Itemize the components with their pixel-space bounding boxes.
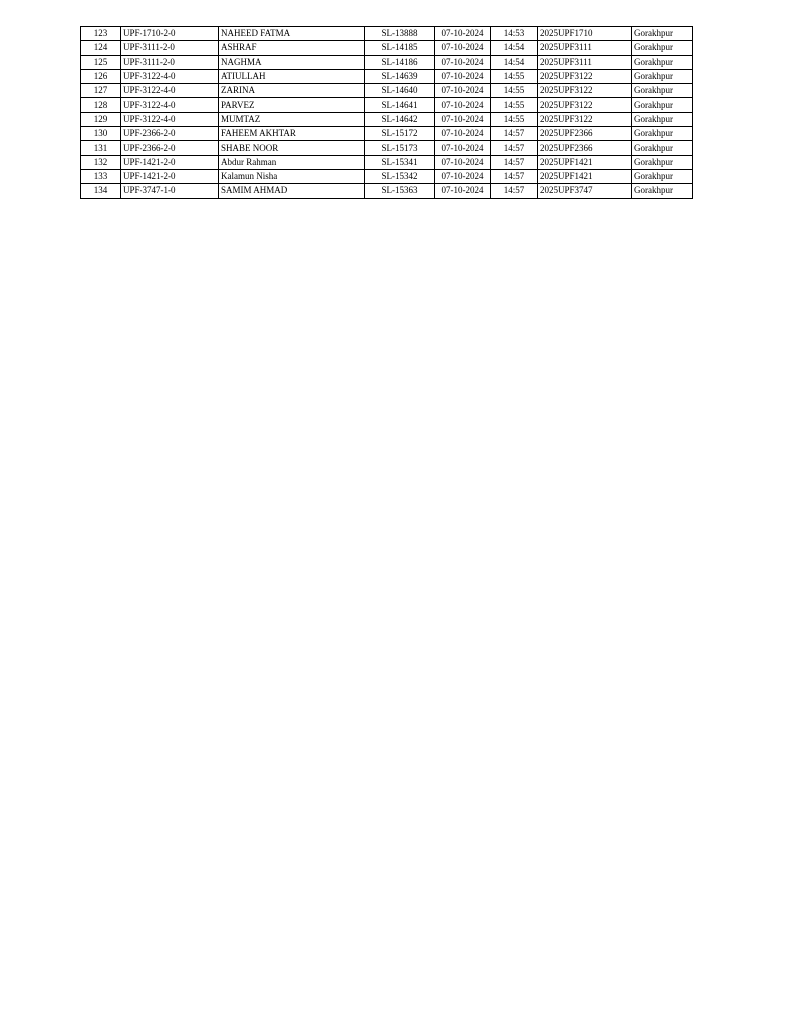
name-cell: ZARINA (219, 84, 365, 98)
reference-number-cell: 2025UPF3111 (538, 55, 632, 69)
sl-number-cell: SL-15363 (365, 184, 435, 198)
name-cell: PARVEZ (219, 98, 365, 112)
name-cell: SAMIM AHMAD (219, 184, 365, 198)
district-cell: Gorakhpur (632, 27, 693, 41)
district-cell: Gorakhpur (632, 69, 693, 83)
application-number-cell: UPF-1421-2-0 (121, 169, 219, 183)
time-cell: 14:55 (491, 98, 538, 112)
application-number-cell: UPF-3111-2-0 (121, 55, 219, 69)
table-row (81, 98, 693, 112)
name-cell: Kalamun Nisha (219, 169, 365, 183)
district-cell: Gorakhpur (632, 127, 693, 141)
table-row (81, 184, 693, 198)
table-row (81, 84, 693, 98)
time-cell: 14:57 (491, 141, 538, 155)
date-cell: 07-10-2024 (435, 41, 491, 55)
table-row (81, 127, 693, 141)
application-number-cell: UPF-3122-4-0 (121, 69, 219, 83)
district-cell: Gorakhpur (632, 141, 693, 155)
district-cell: Gorakhpur (632, 84, 693, 98)
serial-number-cell: 126 (81, 69, 121, 83)
application-number-cell: UPF-3747-1-0 (121, 184, 219, 198)
date-cell: 07-10-2024 (435, 184, 491, 198)
sl-number-cell: SL-14642 (365, 112, 435, 126)
reference-number-cell: 2025UPF2366 (538, 141, 632, 155)
name-cell: Abdur Rahman (219, 155, 365, 169)
sl-number-cell: SL-15172 (365, 127, 435, 141)
application-number-cell: UPF-3111-2-0 (121, 41, 219, 55)
application-number-cell: UPF-2366-2-0 (121, 141, 219, 155)
table-row (81, 155, 693, 169)
reference-number-cell: 2025UPF1421 (538, 169, 632, 183)
serial-number-cell: 125 (81, 55, 121, 69)
district-cell: Gorakhpur (632, 55, 693, 69)
reference-number-cell: 2025UPF3122 (538, 69, 632, 83)
district-cell: Gorakhpur (632, 184, 693, 198)
date-cell: 07-10-2024 (435, 141, 491, 155)
serial-number-cell: 132 (81, 155, 121, 169)
application-number-cell: UPF-3122-4-0 (121, 98, 219, 112)
records-table (80, 26, 693, 199)
table-row (81, 141, 693, 155)
sl-number-cell: SL-14640 (365, 84, 435, 98)
reference-number-cell: 2025UPF3122 (538, 84, 632, 98)
serial-number-cell: 129 (81, 112, 121, 126)
table-row (81, 55, 693, 69)
name-cell: ASHRAF (219, 41, 365, 55)
application-number-cell: UPF-3122-4-0 (121, 112, 219, 126)
name-cell: SHABE NOOR (219, 141, 365, 155)
time-cell: 14:57 (491, 155, 538, 169)
district-cell: Gorakhpur (632, 41, 693, 55)
district-cell: Gorakhpur (632, 169, 693, 183)
name-cell: NAHEED FATMA (219, 27, 365, 41)
time-cell: 14:54 (491, 55, 538, 69)
district-cell: Gorakhpur (632, 155, 693, 169)
time-cell: 14:57 (491, 127, 538, 141)
table-row (81, 41, 693, 55)
date-cell: 07-10-2024 (435, 27, 491, 41)
sl-number-cell: SL-13888 (365, 27, 435, 41)
date-cell: 07-10-2024 (435, 112, 491, 126)
sl-number-cell: SL-14186 (365, 55, 435, 69)
reference-number-cell: 2025UPF3122 (538, 112, 632, 126)
reference-number-cell: 2025UPF2366 (538, 127, 632, 141)
application-number-cell: UPF-1710-2-0 (121, 27, 219, 41)
sl-number-cell: SL-14639 (365, 69, 435, 83)
time-cell: 14:57 (491, 184, 538, 198)
application-number-cell: UPF-3122-4-0 (121, 84, 219, 98)
records-body (81, 27, 693, 199)
date-cell: 07-10-2024 (435, 84, 491, 98)
serial-number-cell: 123 (81, 27, 121, 41)
time-cell: 14:54 (491, 41, 538, 55)
reference-number-cell: 2025UPF1421 (538, 155, 632, 169)
name-cell: NAGHMA (219, 55, 365, 69)
table-row (81, 69, 693, 83)
table-row (81, 27, 693, 41)
serial-number-cell: 131 (81, 141, 121, 155)
sl-number-cell: SL-15173 (365, 141, 435, 155)
time-cell: 14:55 (491, 69, 538, 83)
reference-number-cell: 2025UPF3122 (538, 98, 632, 112)
table-row (81, 112, 693, 126)
date-cell: 07-10-2024 (435, 127, 491, 141)
serial-number-cell: 124 (81, 41, 121, 55)
date-cell: 07-10-2024 (435, 98, 491, 112)
time-cell: 14:57 (491, 169, 538, 183)
serial-number-cell: 130 (81, 127, 121, 141)
sl-number-cell: SL-15342 (365, 169, 435, 183)
time-cell: 14:53 (491, 27, 538, 41)
date-cell: 07-10-2024 (435, 155, 491, 169)
serial-number-cell: 127 (81, 84, 121, 98)
reference-number-cell: 2025UPF3111 (538, 41, 632, 55)
name-cell: FAHEEM AKHTAR (219, 127, 365, 141)
reference-number-cell: 2025UPF1710 (538, 27, 632, 41)
district-cell: Gorakhpur (632, 112, 693, 126)
sl-number-cell: SL-15341 (365, 155, 435, 169)
serial-number-cell: 134 (81, 184, 121, 198)
sl-number-cell: SL-14641 (365, 98, 435, 112)
sl-number-cell: SL-14185 (365, 41, 435, 55)
table-row (81, 169, 693, 183)
serial-number-cell: 133 (81, 169, 121, 183)
date-cell: 07-10-2024 (435, 55, 491, 69)
date-cell: 07-10-2024 (435, 69, 491, 83)
name-cell: ATIULLAH (219, 69, 365, 83)
time-cell: 14:55 (491, 84, 538, 98)
application-number-cell: UPF-2366-2-0 (121, 127, 219, 141)
name-cell: MUMTAZ (219, 112, 365, 126)
reference-number-cell: 2025UPF3747 (538, 184, 632, 198)
district-cell: Gorakhpur (632, 98, 693, 112)
time-cell: 14:55 (491, 112, 538, 126)
date-cell: 07-10-2024 (435, 169, 491, 183)
application-number-cell: UPF-1421-2-0 (121, 155, 219, 169)
serial-number-cell: 128 (81, 98, 121, 112)
